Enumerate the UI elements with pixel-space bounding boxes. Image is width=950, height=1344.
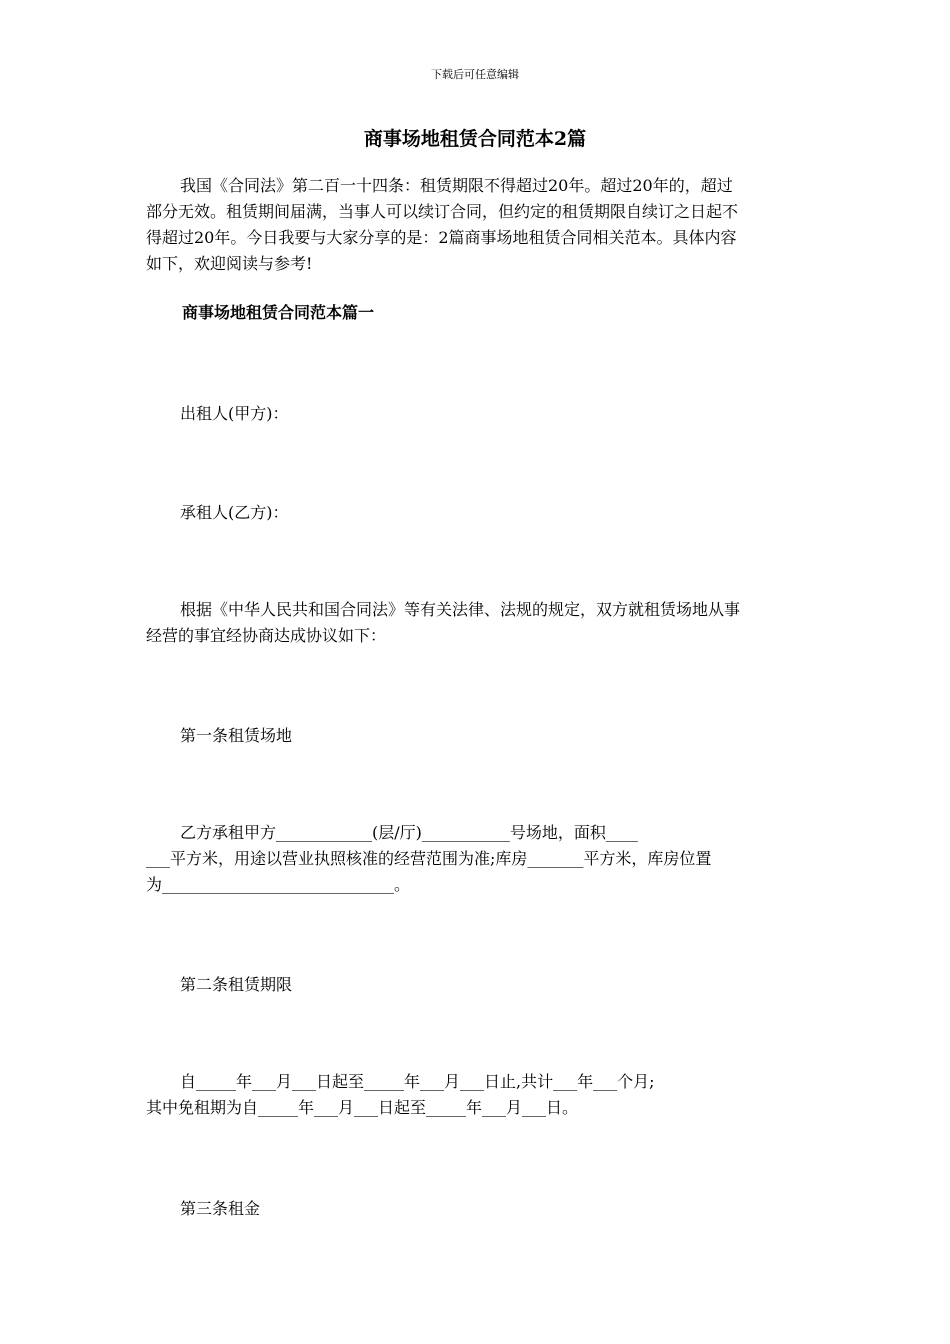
article1-line: ___平方米，用途以营业执照核准的经营范围为准;库房_______平方米，库房位置 (146, 849, 712, 868)
section1-heading: 商事场地租赁合同范本篇一 (182, 303, 375, 322)
article1-paragraph (146, 820, 806, 898)
intro-line: 得超过20年。今日我要与大家分享的是：2篇商事场地租赁合同相关范本。具体内容 (146, 228, 737, 247)
header-note: 下载后可任意编辑 (431, 68, 519, 81)
article1-line: 乙方承租甲方____________(层/厅)___________号场地，面积____ (180, 823, 638, 842)
intro-line: 部分无效。租赁期间届满，当事人可以续订合同，但约定的租赁期限自续订之日起不 (146, 202, 739, 221)
intro-line: 我国《合同法》第二百一十四条：租赁期限不得超过20年。超过20年的，超过 (180, 176, 733, 195)
intro-line: 如下，欢迎阅读与参考! (146, 254, 313, 273)
intro-paragraph (146, 173, 806, 277)
basis-line: 经营的事宜经协商达成协议如下： (146, 626, 387, 645)
basis-line: 根据《中华人民共和国合同法》等有关法律、法规的规定，双方就租赁场地从事 (180, 600, 741, 619)
document-title: 商事场地租赁合同范本2篇 (363, 128, 587, 150)
article2-line: 自_____年___月___日起至_____年___月___日止,共计___年___个月; (180, 1072, 655, 1091)
basis-paragraph (146, 597, 806, 649)
lessee-label: 承租人(乙方)： (180, 503, 289, 522)
article2-line: 其中免租期为自_____年___月___日起至_____年___月___日。 (146, 1098, 579, 1117)
article3-title: 第三条租金 (180, 1199, 261, 1218)
lessor-label: 出租人(甲方)： (180, 404, 289, 423)
article1-title: 第一条租赁场地 (180, 726, 293, 745)
article2-title: 第二条租赁期限 (180, 975, 293, 994)
article1-line: 为_____________________________。 (146, 875, 411, 894)
article2-paragraph (146, 1069, 806, 1121)
